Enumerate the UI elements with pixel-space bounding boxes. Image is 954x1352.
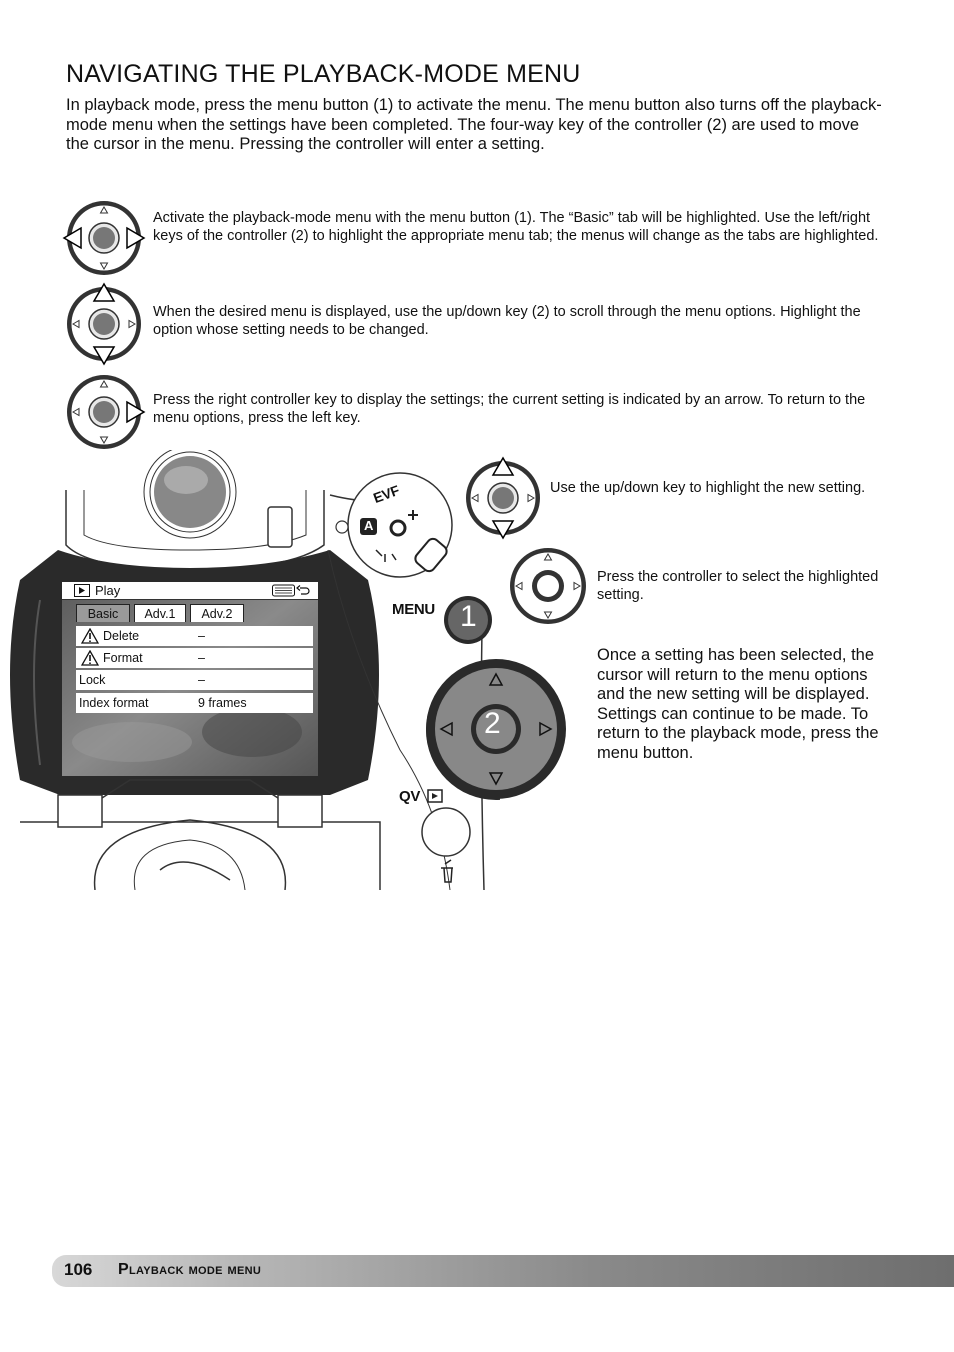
warning-icon xyxy=(81,628,99,644)
menu-row-value: 9 frames xyxy=(198,696,247,710)
play-icon xyxy=(74,584,90,597)
closing-paragraph: Once a setting has been selected, the cursor will return to the menu options and the new setting will be displayed. Settings can continue to be made. To return to the playback mode, press the menu button. xyxy=(597,646,879,762)
page-footer xyxy=(52,1255,954,1287)
evf-label: EVF xyxy=(371,481,402,507)
qv-button-label: QV xyxy=(399,788,421,805)
step-5-text: Press the controller to select the highlighted setting. xyxy=(597,569,879,603)
page-number: 106 xyxy=(64,1260,93,1279)
lcd-header-bar xyxy=(62,582,318,600)
menu-row-label: Index format xyxy=(79,696,149,710)
callout-1: 1 xyxy=(460,600,477,633)
menu-return-icon xyxy=(272,584,312,598)
auto-mode-label: A xyxy=(364,518,374,533)
menu-row-value: – xyxy=(198,629,205,643)
controller-up-down-icon xyxy=(62,282,146,366)
tab-basic[interactable]: Basic xyxy=(76,604,130,622)
menu-row-value: – xyxy=(198,673,205,687)
step-2-text: When the desired menu is displayed, use the up/down key (2) to scroll through the menu options. Highlight the option whose setting needs to be changed. xyxy=(153,304,861,338)
menu-row-label: Delete xyxy=(103,629,140,643)
menu-row-label: Lock xyxy=(79,673,106,687)
warning-icon xyxy=(81,650,99,666)
menu-row-delete[interactable] xyxy=(76,626,313,646)
controller-center-press-icon xyxy=(508,546,588,626)
lcd-playback-menu xyxy=(62,582,318,776)
callout-2: 2 xyxy=(484,707,501,740)
tab-adv1[interactable]: Adv.1 xyxy=(134,604,186,622)
menu-row-value: – xyxy=(198,651,205,665)
menu-button-label: MENU xyxy=(392,601,435,618)
controller-right-icon xyxy=(62,372,146,452)
page-title: NAVIGATING THE PLAYBACK-MODE MENU xyxy=(66,60,581,88)
menu-row-label: Format xyxy=(103,651,143,665)
step-3-text: Press the right controller key to display the settings; the current setting is indicated by an arrow. To return to the menu options, press the left key. xyxy=(153,392,866,426)
step-1-text: Activate the playback-mode menu with the menu button (1). The “Basic” tab will be highlighted. Use the left/right keys of the controller (2) to highlight the appropriate menu tab; the menus will change as the tabs are highlighted. xyxy=(153,210,879,244)
menu-row-index-format[interactable] xyxy=(76,693,313,713)
tab-adv2[interactable]: Adv.2 xyxy=(190,604,244,622)
menu-row-lock[interactable] xyxy=(76,670,313,690)
menu-row-format[interactable] xyxy=(76,648,313,668)
section-title: Playback mode menu xyxy=(118,1261,262,1278)
intro-paragraph: In playback mode, press the menu button (1) to activate the menu. The menu button also turns off the playback-mode menu when the settings have been completed. The four-way key of the controller (2) are used to move the cursor in the menu. Pressing the controller will enter a setting. xyxy=(66,96,882,153)
step-4-text: Use the up/down key to highlight the new setting. xyxy=(550,480,866,496)
lcd-header-title: Play xyxy=(95,583,121,598)
controller-left-right-icon xyxy=(62,198,146,278)
